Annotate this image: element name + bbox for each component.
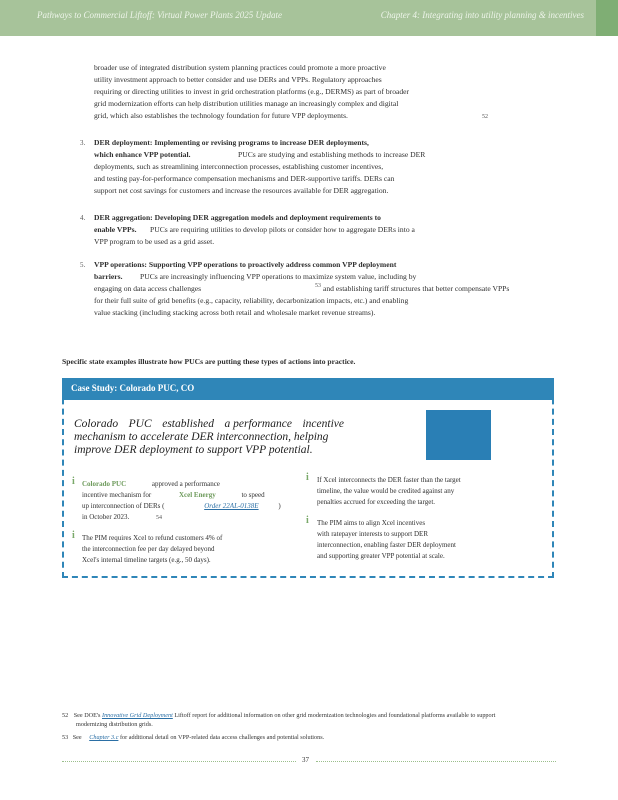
entity-colorado-puc: Colorado PUC — [82, 480, 127, 488]
item-4-title: DER aggregation: Developing DER aggregation models and deployment requirements to — [94, 213, 381, 222]
header-report-title: Pathways to Commercial Liftoff: Virtual Power Plants 2025 Update — [37, 10, 282, 20]
case-right-b2-l4: and supporting greater VPP potential at scale. — [317, 552, 445, 560]
intro-line-2: utility investment approach to better consider and use DERs and VPPs. Regulatory approaches — [94, 75, 382, 84]
intro-line-4: grid modernization efforts can help distribution utilities manage an increasingly complex and digital — [94, 99, 399, 108]
item-3-title: DER deployment: Implementing or revising programs to increase DER deployments, — [94, 138, 369, 147]
case-left-b1-l4: in October 2023. — [82, 513, 130, 521]
footnote-52-link[interactable]: Innovative Grid Deployment — [102, 712, 173, 719]
specific-examples-intro: Specific state examples illustrate how PUCs are putting these types of actions into practice. — [62, 357, 356, 366]
case-right-b1-l2: timeline, the value would be credited against any — [317, 487, 455, 495]
item-3-line-4: support net cost savings for customers and increase the resources available for DER aggregation. — [94, 186, 389, 195]
entity-xcel-energy: Xcel Energy — [178, 491, 216, 499]
info-bullet-icon: i — [72, 530, 75, 541]
intro-line-1: broader use of integrated distribution system planning practices could promote a more proactive — [94, 63, 386, 72]
item-4-line-1: PUCs are requiring utilities to develop pilots or consider how to aggregate DERs into a — [150, 225, 415, 234]
intro-line-3: requiring or directing utilities to invest in grid orchestration platforms (e.g., DERMS) as part of broader — [94, 87, 410, 96]
footnote-53-link[interactable]: Chapter 3.c — [89, 734, 119, 741]
case-right-b2-l2: with ratepayer interests to support DER — [317, 530, 429, 538]
item-3-line-1: PUCs are studying and establishing methods to increase DER — [238, 150, 426, 159]
item-4-number: 4. — [80, 214, 86, 222]
case-left-b2-l1: The PIM requires Xcel to refund customers 4% of — [82, 534, 223, 542]
header-accent — [596, 0, 618, 36]
footnote-ref-52[interactable]: 52 — [482, 114, 488, 120]
info-bullet-icon: i — [306, 515, 309, 526]
item-5-number: 5. — [80, 261, 86, 269]
intro-line-5: grid, which also establishes the technology foundation for future VPP deployments. — [94, 111, 348, 120]
item-5-title: VPP operations: Supporting VPP operations to proactively address common VPP deployment — [94, 260, 397, 269]
case-right-b1-l3: penalties accrued for exceeding the target. — [317, 498, 436, 506]
case-study-header — [62, 378, 554, 400]
lead-word: established — [162, 418, 214, 430]
case-study-title: Case Study: Colorado PUC, CO — [71, 383, 195, 393]
item-3-number: 3. — [80, 139, 86, 147]
case-right-b2-l1: The PIM aims to align Xcel incentives — [317, 519, 426, 527]
footnote-ref-53[interactable]: 53 — [315, 283, 321, 289]
case-left-b1-l3: up interconnection of DERs ( Order 22AL-0138E ) — [82, 502, 281, 510]
item-3-line-2: deployments, such as streamlining interconnection processes, establishing customer incentives, — [94, 162, 384, 171]
info-bullet-icon: i — [306, 472, 309, 483]
footnote-ref-54[interactable]: 54 — [156, 515, 162, 521]
lead-word: PUC — [128, 418, 152, 430]
colorado-state-map — [426, 410, 491, 460]
item-5-line-4: value stacking (including stacking across both retail and wholesale market revenue streams). — [94, 308, 376, 317]
header-chapter-title: Chapter 4: Integrating into utility planning & incentives — [380, 10, 584, 20]
case-left-b1-l1: Colorado PUC approved a performance — [82, 480, 220, 488]
item-3-title-cont: which enhance VPP potential. — [94, 150, 191, 159]
item-5-line-2a: engaging on data access challenges — [94, 284, 202, 293]
item-5-line-2b: and establishing tariff structures that better compensate VPPs — [323, 284, 510, 293]
info-bullet-icon: i — [72, 476, 75, 487]
case-study-lead — [74, 418, 344, 457]
case-left-b2-l2: the interconnection fee per day delayed beyond — [82, 545, 215, 553]
item-5-title-cont: barriers. — [94, 272, 123, 281]
lead-word: a performance — [224, 418, 292, 430]
item-5-line-1: PUCs are increasingly influencing VPP operations to maximize system value, including by — [140, 272, 417, 281]
case-left-b2-l3: Xcel's internal timeline targets (e.g., 50 days). — [82, 556, 211, 564]
page-number: 37 — [302, 756, 309, 764]
item-4-line-2: VPP program to be used as a grid asset. — [94, 237, 215, 246]
item-3-line-3: and testing pay-for-performance compensation mechanisms and DER-supportive tariffs. DERs can — [94, 174, 395, 183]
lead-line-2: mechanism to accelerate DER interconnection, helping — [74, 431, 329, 443]
footer-divider-left — [62, 761, 296, 762]
order-link[interactable]: Order 22AL-0138E — [204, 502, 259, 510]
footnote-53: 53 See Chapter 3.c for additional detail on VPP-related data access challenges and potential solutions. — [62, 734, 325, 741]
case-right-b2-l3: interconnection, enabling faster DER deployment — [317, 541, 456, 549]
case-left-b1-l2: incentive mechanism for Xcel Energy to speed — [82, 491, 265, 499]
item-4-title-cont: enable VPPs. — [94, 225, 137, 234]
page-header — [0, 0, 618, 36]
lead-word: incentive — [302, 418, 344, 430]
item-5-line-3: for their full suite of grid benefits (e.g., capacity, reliability, decarbonization impacts, etc.) and enabling — [94, 296, 409, 305]
footnote-52-cont: modernizing distribution grids. — [76, 721, 153, 728]
footnote-52: 52 See DOE's Innovative Grid Deployment Liftoff report for additional information on other grid modernization technologies and foundational platforms available to support — [62, 712, 496, 719]
footer-divider-right — [316, 761, 556, 762]
lead-line-3: improve DER deployment to support VPP potential. — [74, 444, 313, 456]
case-right-b1-l1: If Xcel interconnects the DER faster than the target — [317, 476, 461, 484]
lead-word: Colorado — [74, 418, 119, 430]
